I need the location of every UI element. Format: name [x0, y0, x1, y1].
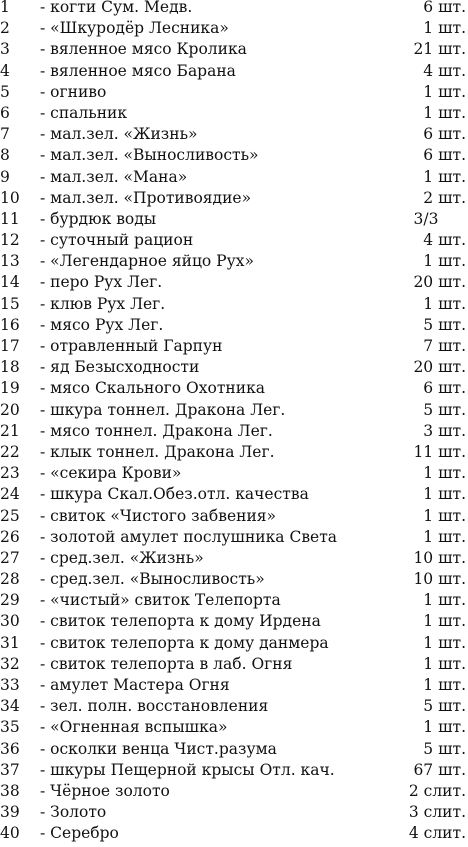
item-quantity: 4 шт. — [423, 61, 466, 80]
item-quantity: 4 слит. — [408, 824, 466, 843]
item-name: - шкура тоннел. Дракона Лег. — [40, 400, 286, 419]
item-name: - мал.зел. «Выносливость» — [40, 146, 259, 165]
list-item — [0, 378, 468, 399]
list-item — [0, 124, 468, 145]
item-name: - мясо Скального Охотника — [40, 379, 265, 398]
item-name: - «Легендарное яйцо Рух» — [40, 252, 254, 271]
item-name: - зел. полн. восстановления — [40, 697, 269, 716]
list-item — [0, 675, 468, 696]
item-quantity: 1 шт. — [423, 103, 466, 122]
list-item — [0, 336, 468, 357]
item-name: - «Шкуродёр Лесника» — [40, 19, 229, 38]
item-quantity: 1 шт. — [423, 294, 466, 313]
list-item — [0, 802, 468, 823]
item-name: - Чёрное золото — [40, 781, 170, 800]
list-item — [0, 654, 468, 675]
item-name: - мясо Рух Лег. — [40, 315, 164, 334]
item-number: 15 — [0, 294, 20, 313]
item-name: - осколки венца Чист.разума — [40, 739, 277, 758]
item-number: 18 — [0, 358, 20, 377]
item-number: 12 — [0, 231, 20, 250]
item-number: 25 — [0, 506, 20, 525]
item-number: 36 — [0, 739, 20, 758]
list-item — [0, 0, 468, 18]
list-item — [0, 61, 468, 82]
item-number: 13 — [0, 252, 20, 271]
item-number: 9 — [0, 167, 10, 186]
item-number: 4 — [0, 61, 10, 80]
list-item — [0, 590, 468, 611]
item-quantity: 4 шт. — [423, 231, 466, 250]
item-quantity: 1 шт. — [423, 527, 466, 546]
item-name: - клык тоннел. Дракона Лег. — [40, 442, 275, 461]
list-item — [0, 739, 468, 760]
item-number: 6 — [0, 103, 10, 122]
list-item — [0, 357, 468, 378]
item-name: - свиток телепорта к дому данмера — [40, 633, 329, 652]
item-name: - мал.зел. «Жизнь» — [40, 125, 198, 144]
item-quantity: 6 шт. — [423, 125, 466, 144]
list-item — [0, 569, 468, 590]
item-number: 14 — [0, 273, 20, 292]
item-name: - отравленный Гарпун — [40, 337, 223, 355]
item-quantity: 10 шт. — [413, 570, 466, 589]
item-name: - огниво — [40, 82, 107, 101]
item-name: - вяленное мясо Барана — [40, 61, 236, 80]
item-quantity: 1 шт. — [423, 633, 466, 652]
item-quantity: 3/3 — [413, 209, 439, 228]
item-number: 26 — [0, 527, 20, 546]
item-quantity: 6 шт. — [423, 379, 466, 398]
item-quantity: 3 слит. — [408, 803, 466, 822]
item-name: - бурдюк воды — [40, 209, 157, 228]
item-number: 22 — [0, 442, 20, 461]
item-name: - «Огненная вспышка» — [40, 718, 228, 737]
item-name: - сред.зел. «Жизнь» — [40, 548, 204, 567]
item-name: - золотой амулет послушника Света — [40, 527, 338, 546]
item-quantity: 7 шт. — [423, 337, 466, 355]
item-name: - когти Сум. Медв. — [40, 0, 193, 16]
item-quantity: 2 шт. — [423, 188, 466, 207]
list-item — [0, 633, 468, 654]
item-number: 5 — [0, 82, 10, 101]
item-number: 2 — [0, 19, 10, 38]
list-item — [0, 251, 468, 272]
item-number: 17 — [0, 337, 20, 355]
item-quantity: 20 шт. — [413, 273, 466, 292]
list-item — [0, 145, 468, 166]
list-item — [0, 188, 468, 209]
item-quantity: 1 шт. — [423, 612, 466, 631]
list-item — [0, 548, 468, 569]
item-name: - суточный рацион — [40, 231, 194, 250]
list-item — [0, 18, 468, 39]
list-item — [0, 717, 468, 738]
item-name: - Золото — [40, 803, 107, 822]
item-quantity: 3 шт. — [423, 421, 466, 440]
item-name: - спальник — [40, 103, 128, 122]
list-item — [0, 167, 468, 188]
item-quantity: 1 шт. — [423, 82, 466, 101]
item-quantity: 1 шт. — [423, 718, 466, 737]
list-item — [0, 506, 468, 527]
item-name: - перо Рух Лег. — [40, 273, 163, 292]
item-name: - свиток телепорта в лаб. Огня — [40, 654, 293, 673]
list-item — [0, 463, 468, 484]
list-item — [0, 315, 468, 336]
item-number: 27 — [0, 548, 20, 567]
item-quantity: 5 шт. — [423, 697, 466, 716]
item-quantity: 1 шт. — [423, 506, 466, 525]
item-quantity: 1 шт. — [423, 485, 466, 504]
item-quantity: 5 шт. — [423, 739, 466, 758]
item-number: 21 — [0, 421, 20, 440]
item-name: - сред.зел. «Выносливость» — [40, 570, 265, 589]
list-item — [0, 611, 468, 632]
item-number: 34 — [0, 697, 20, 716]
item-name: - мал.зел. «Противоядие» — [40, 188, 252, 207]
item-number: 16 — [0, 315, 20, 334]
item-number: 39 — [0, 803, 20, 822]
item-number: 3 — [0, 40, 10, 59]
item-number: 11 — [0, 209, 20, 228]
item-quantity: 1 шт. — [423, 167, 466, 186]
item-name: - амулет Мастера Огня — [40, 676, 230, 694]
item-quantity: 2 слит. — [408, 781, 466, 800]
list-item — [0, 209, 468, 230]
item-quantity: 6 шт. — [423, 146, 466, 165]
list-item — [0, 760, 468, 781]
list-item — [0, 272, 468, 293]
item-quantity: 1 шт. — [423, 252, 466, 271]
item-quantity: 5 шт. — [423, 400, 466, 419]
item-number: 7 — [0, 125, 10, 144]
list-item — [0, 400, 468, 421]
item-quantity: 1 шт. — [423, 464, 466, 483]
item-number: 19 — [0, 379, 20, 398]
item-name: - мясо тоннел. Дракона Лег. — [40, 421, 273, 440]
item-number: 33 — [0, 676, 20, 694]
item-quantity: 1 шт. — [423, 676, 466, 694]
item-number: 40 — [0, 824, 20, 843]
item-name: - Серебро — [40, 824, 119, 843]
list-item — [0, 39, 468, 60]
item-number: 31 — [0, 633, 20, 652]
item-quantity: 1 шт. — [423, 591, 466, 610]
item-name: - шкура Скал.Обез.отл. качества — [40, 485, 309, 504]
item-number: 32 — [0, 654, 20, 673]
item-number: 8 — [0, 146, 10, 165]
item-quantity: 67 шт. — [413, 760, 466, 779]
item-number: 30 — [0, 612, 20, 631]
list-item — [0, 442, 468, 463]
item-quantity: 5 шт. — [423, 315, 466, 334]
list-item — [0, 823, 468, 844]
item-quantity: 10 шт. — [413, 548, 466, 567]
list-item — [0, 294, 468, 315]
item-quantity: 20 шт. — [413, 358, 466, 377]
item-name: - шкуры Пещерной крысы Отл. кач. — [40, 760, 335, 779]
item-number: 35 — [0, 718, 20, 737]
item-name: - свиток «Чистого забвения» — [40, 506, 277, 525]
item-number: 28 — [0, 570, 20, 589]
item-name: - «секира Крови» — [40, 464, 182, 483]
list-item — [0, 696, 468, 717]
list-item — [0, 82, 468, 103]
item-quantity: 21 шт. — [413, 40, 466, 59]
item-number: 38 — [0, 781, 20, 800]
item-name: - «чистый» свиток Телепорта — [40, 591, 281, 610]
item-number: 37 — [0, 760, 20, 779]
item-number: 29 — [0, 591, 20, 610]
item-name: - свиток телепорта к дому Ирдена — [40, 612, 321, 631]
item-number: 24 — [0, 485, 20, 504]
item-number: 10 — [0, 188, 20, 207]
item-quantity: 1 шт. — [423, 654, 466, 673]
item-name: - яд Безысходности — [40, 358, 200, 377]
list-item — [0, 230, 468, 251]
list-item — [0, 527, 468, 548]
list-item — [0, 484, 468, 505]
item-quantity: 6 шт. — [423, 0, 466, 16]
item-quantity: 11 шт. — [413, 442, 466, 461]
item-number: 20 — [0, 400, 20, 419]
item-name: - клюв Рух Лег. — [40, 294, 166, 313]
list-item — [0, 421, 468, 442]
item-quantity: 1 шт. — [423, 19, 466, 38]
list-item — [0, 103, 468, 124]
item-name: - мал.зел. «Мана» — [40, 167, 188, 186]
list-item — [0, 781, 468, 802]
item-number: 1 — [0, 0, 10, 16]
item-number: 23 — [0, 464, 20, 483]
item-name: - вяленное мясо Кролика — [40, 40, 247, 59]
